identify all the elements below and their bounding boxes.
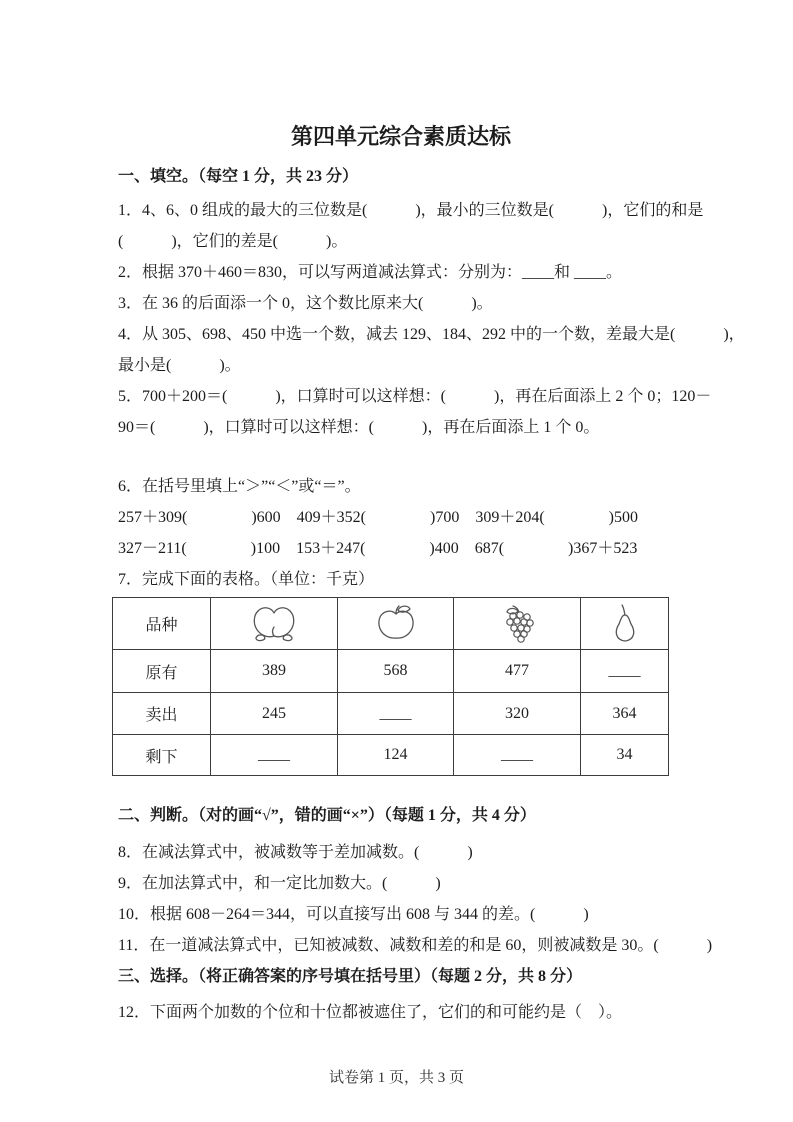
row-label: 卖出	[113, 693, 211, 735]
table-cell: 320	[454, 693, 581, 735]
table-cell: 568	[338, 650, 454, 693]
q2-line: 2．根据 370＋460＝830，可以写两道减法算式：分别为：____和 ____。	[118, 264, 623, 281]
fruit-table	[112, 597, 669, 776]
section-fill-heading: 一、填空。（每空 1 分，共 23 分）	[118, 168, 359, 185]
q7-prompt: 7．完成下面的表格。（单位：千克）	[118, 571, 375, 588]
q12-line: 12．下面两个加数的个位和十位都被遮住了，它们的和可能约是（ ）。	[118, 1004, 623, 1021]
table-row-sold	[113, 693, 669, 735]
section-choice-heading: 三、选择。（将正确答案的序号填在括号里）（每题 2 分，共 8 分）	[118, 968, 583, 985]
q4-line-2: 最小是( )。	[118, 357, 241, 374]
table-cell: 124	[338, 735, 454, 776]
q1-line-1: 1．4、6、0 组成的最大的三位数是( )，最小的三位数是( )，它们的和是	[118, 202, 704, 219]
table-cell-blank: ____	[211, 735, 338, 776]
page-content	[118, 0, 745, 1028]
table-cell-blank: ____	[454, 735, 581, 776]
apple-icon	[376, 604, 416, 644]
q1-line-2: ( )，它们的差是( )。	[118, 233, 348, 250]
q9-line: 9．在加法算式中，和一定比加数大。( )	[118, 875, 441, 892]
table-cell-blank: ____	[338, 693, 454, 735]
q8-line: 8．在减法算式中，被减数等于差加减数。( )	[118, 844, 473, 861]
row-label: 原有	[113, 650, 211, 693]
table-cell-blank: ____	[581, 650, 669, 693]
grapes-icon	[500, 604, 534, 644]
q10-line: 10．根据 608－264＝344，可以直接写出 608 与 344 的差。( )	[118, 906, 589, 923]
table-header-cell-peach	[211, 598, 338, 650]
q6-row-2: 327－211( )100 153＋247( )400 687( )367＋523	[118, 540, 638, 557]
q6-prompt: 6．在括号里填上“＞”“＜”或“＝”。	[118, 478, 361, 495]
q6-row-1: 257＋309( )600 409＋352( )700 309＋204( )500	[118, 509, 638, 526]
peach-icon	[249, 605, 299, 643]
table-header-cell-grapes	[454, 598, 581, 650]
q11-line: 11．在一道减法算式中，已知被减数、减数和差的和是 60，则被减数是 30。( )	[118, 937, 713, 954]
pear-icon	[610, 604, 640, 644]
table-cell: 389	[211, 650, 338, 693]
table-cell: 364	[581, 693, 669, 735]
page-footer: 试卷第 1 页，共 3 页	[328, 1070, 464, 1086]
q3-line: 3．在 36 的后面添一个 0，这个数比原来大( )。	[118, 295, 493, 312]
q5-line-2: 90＝( )，口算时可以这样想：( )，再在后面添上 1 个 0。	[118, 419, 600, 436]
q5-line-1: 5．700＋200＝( )，口算时可以这样想：( )，再在后面添上 2 个 0；120－	[118, 388, 712, 405]
table-header-cell-pear	[581, 598, 669, 650]
table-cell: 34	[581, 735, 669, 776]
table-header-cell-apple	[338, 598, 454, 650]
section-judge-heading: 二、判断。（对的画“√”，错的画“×”）（每题 1 分，共 4 分）	[118, 807, 536, 824]
q4-line-1: 4．从 305、698、450 中选一个数，减去 129、184、292 中的一个数，差最大是( )，	[118, 326, 745, 343]
table-cell: 477	[454, 650, 581, 693]
table-header-variety: 品种	[113, 598, 211, 650]
table-row-left	[113, 735, 669, 776]
table-row-original	[113, 650, 669, 693]
table-header-row	[113, 598, 669, 650]
page-title: 第四单元综合素质达标	[290, 124, 511, 149]
row-label: 剩下	[113, 735, 211, 776]
table-cell: 245	[211, 693, 338, 735]
